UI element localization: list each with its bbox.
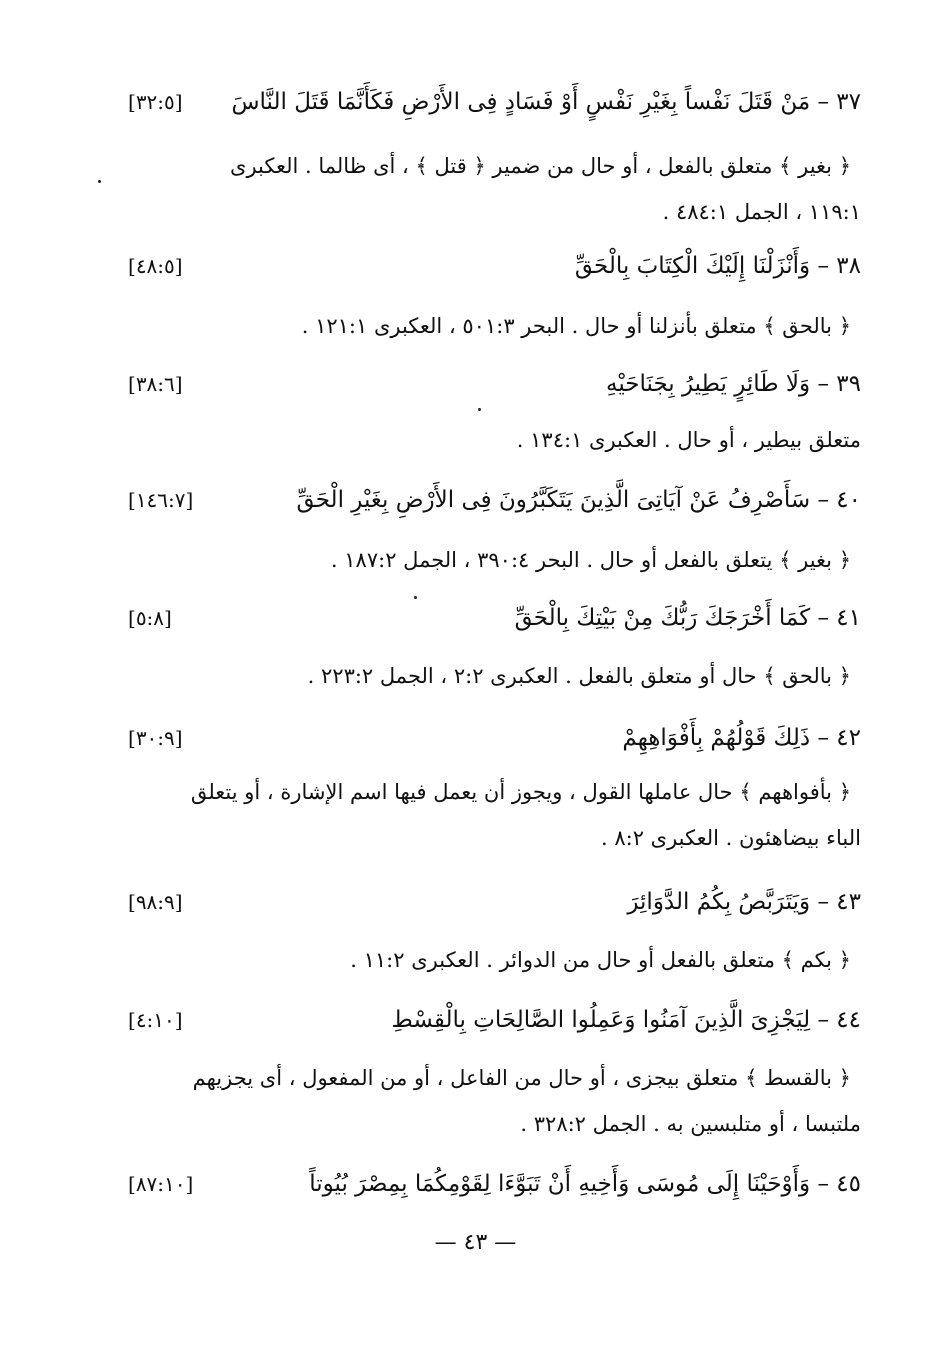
comment-line: متعلق بيطير ، أو حال . العكبرى ١٣٤:١ . [516,428,861,452]
scan-speck [478,408,481,411]
comment-line: ﴿ بكم ﴾ متعلق بالفعل أو حال من الدوائر . العكبرى ١١:٢ . [350,948,851,972]
verse-text: ٤٤ – لِيَجْزِىَ الَّذِينَ آمَنُوا وَعَمِلُوا الصَّالِحَاتِ بِالْقِسْطِ [391,1007,861,1033]
scan-speck [98,180,101,183]
verse-text: ٤٥ – وَأَوْحَيْنَا إِلَى مُوسَى وَأَخِيهِ أَنْ تَبَوَّءَا لِقَوْمِكُمَا بِمِصْرَ بُيُوتاً [309,1171,861,1197]
verse-reference: [١٤٦:٧] [128,488,194,512]
verse-reference: [٣٢:٥] [128,90,183,114]
verse-line [128,998,861,1042]
verse-reference: [٨٧:١٠] [128,1172,194,1196]
comment-line: ﴿ بأفواههم ﴾ حال عاملها القول ، ويجوز أن يعمل فيها اسم الإشارة ، أو يتعلق [190,780,851,804]
verse-line [128,596,861,640]
page-number: — ٤٣ — [434,1230,517,1255]
verse-text: ٣٩ – وَلَا طَائِرٍ يَطِيرُ بِجَنَاحَيْهِ [606,371,861,397]
comment-line: ﴿ بغير ﴾ يتعلق بالفعل أو حال . البحر ٣٩٠:٤ ، الجمل ١٨٧:٢ . [330,548,851,572]
verse-reference: [٥:٨] [128,606,172,630]
comment-line: ﴿ بالحق ﴾ متعلق بأنزلنا أو حال . البحر ٥٠١:٣ ، العكبرى ١٢١:١ . [301,314,851,338]
comment-line: ١١٩:١ ، الجمل ٤٨٤:١ . [662,200,861,224]
comment-line: ﴿ بغير ﴾ متعلق بالفعل ، أو حال من ضمير ﴿ قتل ﴾ ، أى ظالما . العكبرى [230,154,851,178]
verse-line [128,80,861,124]
verse-line [128,478,861,522]
verse-line [128,362,861,406]
comment-line: ﴿ بالحق ﴾ حال أو متعلق بالفعل . العكبرى ٢:٢ ، الجمل ٢٢٣:٢ . [307,664,851,688]
comment-line: ملتبسا ، أو متلبسين به . الجمل ٣٢٨:٢ . [520,1112,861,1136]
comment-line: ﴿ بالقسط ﴾ متعلق بيجزى ، أو حال من الفاعل ، أو من المفعول ، أى يجزيهم [192,1066,851,1090]
verse-line [128,1162,861,1206]
verse-line [128,716,861,760]
verse-text: ٣٧ – مَنْ قَتَلَ نَفْساً بِغَيْرِ نَفْسٍ أَوْ فَسَادٍ فِى الأَرْضِ فَكَأَنَّمَا قَتَلَ النَّاسَ [231,89,861,115]
verse-line [128,244,861,288]
verse-reference: [٣٠:٩] [128,726,183,750]
verse-text: ٤٢ – ذَلِكَ قَوْلُهُمْ بِأَفْوَاهِهِمْ [622,725,861,751]
verse-reference: [٤٨:٥] [128,254,183,278]
scan-speck [414,596,417,599]
comment-line: الباء بيضاهئون . العكبرى ٨:٢ . [600,826,861,850]
verse-reference: [٩٨:٩] [128,890,183,914]
verse-text: ٣٨ – وَأَنْزَلْنَا إِلَيْكَ الْكِتَابَ بِالْحَقِّ [574,253,861,279]
verse-reference: [٣٨:٦] [128,372,183,396]
verse-reference: [٤:١٠] [128,1008,183,1032]
verse-text: ٤٣ – وَيَتَرَبَّصُ بِكُمُ الدَّوَائِرَ [627,889,861,915]
verse-line [128,880,861,924]
verse-text: ٤١ – كَمَا أَخْرَجَكَ رَبُّكَ مِنْ بَيْتِكَ بِالْحَقِّ [514,605,861,631]
verse-text: ٤٠ – سَأَصْرِفُ عَنْ آيَاتِىَ الَّذِينَ يَتَكَبَّرُونَ فِى الأَرْضِ بِغَيْرِ الْحَقِّ [296,487,861,513]
